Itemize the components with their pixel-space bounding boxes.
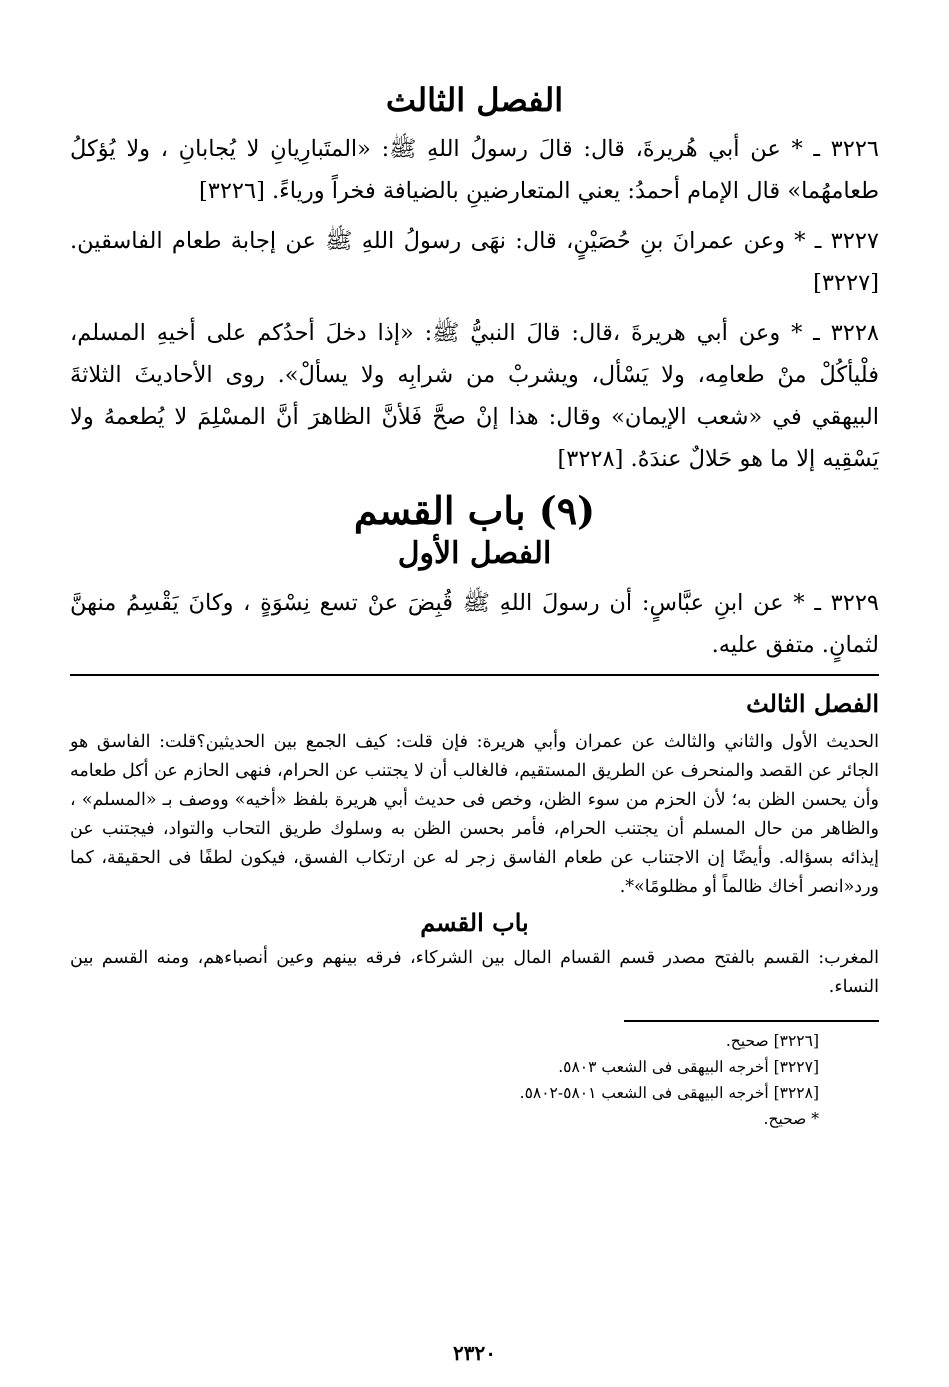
footnote-item: * صحيح. bbox=[763, 1110, 819, 1128]
page-number: ٢٣٢٠ bbox=[453, 1341, 496, 1365]
commentary-chapter-title: باب القسم bbox=[420, 908, 529, 937]
commentary-divider bbox=[70, 674, 879, 676]
footnotes bbox=[70, 1028, 879, 1132]
footnote-item: [٣٢٢٧] أخرجه البيهقى فى الشعب ٥٨٠٣. bbox=[558, 1058, 819, 1076]
section-title-third: الفصل الثالث bbox=[385, 81, 564, 119]
footnote-rule bbox=[624, 1020, 879, 1022]
hadith-3227: ٣٢٢٧ ـ * وعن عمرانَ بنِ حُصَيْنٍ، قال: نهَى رسولُ اللهِ ﷺ عن إجابة طعام الفاسقين. [٣٢٢٧] bbox=[70, 228, 879, 296]
commentary-text: الحديث الأول والثاني والثالث عن عمران وأبي هريرة: فإن قلت: كيف الجمع بين الحديثين؟قلت: الفاسق هو الجائر عن القصد والمنحرف عن الطريق المستقيم، فالغالب أن لا يجتنب عن الحرام، فنهى الحازم عن أكل طعامه وأن يحسن الظن به؛ لأن الحزم من سوء الظن، وخص فى حديث أبي هريرة بلفظ «أخيه» ووصف بـ «المسلم» ، والظاهر من حال المسلم أن يجتنب الحرام، فأمر بحسن الظن به وسلوك طريق التحاب والتواد، فيجتنب عن إيذائه بسؤاله. وأيضًا إن الاجتناب عن طعام الفاسق زجر له عن ارتكاب الفسق، فيكون لطفًا فى الحقيقة، كما ورد«انصر أخاك ظالماً أو مظلومًا»*. bbox=[70, 732, 879, 897]
footnote-item: [٣٢٢٨] أخرجه البيهقى فى الشعب ٥٨٠١-٥٨٠٢. bbox=[519, 1084, 819, 1102]
commentary-title: الفصل الثالث bbox=[746, 689, 879, 718]
hadith-3229: ٣٢٢٩ ـ * عن ابنِ عبَّاسٍ: أن رسولَ اللهِ ﷺ قُبِضَ عنْ تسع نِسْوَةٍ ، وكانَ يَقْسِمُ منهنَّ لثمانٍ. متفق عليه. bbox=[70, 590, 879, 658]
chapter-title: (٩) باب القسم bbox=[353, 488, 596, 533]
hadith-3228: ٣٢٢٨ ـ * وعن أبي هريرةَ ،قال: قالَ النبيُّ ﷺ: «إذا دخلَ أحدُكم على أخيهِ المسلم، فلْيأكُلْ منْ طعامِه، ولا يَسْأل، ويشربْ من شرابِه ولا يسألْ». روى الأحاديثَ الثلاثةَ البيهقي في «شعب الإيمان» وقال: هذا إنْ صحَّ فَلأنَّ الظاهرَ أنَّ المسْلِمَ لا يُطعمهُ ولا يَسْقِيه إلا ما هو حَلالٌ عندَهُ. [٣٢٢٨] bbox=[70, 320, 879, 472]
footnote-item: [٣٢٢٦] صحيح. bbox=[725, 1032, 819, 1050]
section-title-first: الفصل الأول bbox=[397, 536, 552, 571]
book-page bbox=[70, 70, 879, 1387]
commentary-maghrib: المغرب: القسم بالفتح مصدر قسم القسام المال بين الشركاء، فرقه بينهم وعين أنصباءهم، ومنه القسم بين النساء. bbox=[70, 948, 879, 997]
hadith-3226: ٣٢٢٦ ـ * عن أبي هُريرةَ، قال: قالَ رسولُ اللهِ ﷺ: «المتَبارِيانِ لا يُجابانِ ، ولا يُؤكلُ طعامهُما» قال الإمام أحمدُ: يعني المتعارضينِ بالضيافة فخراً ورياءً. [٣٢٢٦] bbox=[70, 136, 879, 204]
